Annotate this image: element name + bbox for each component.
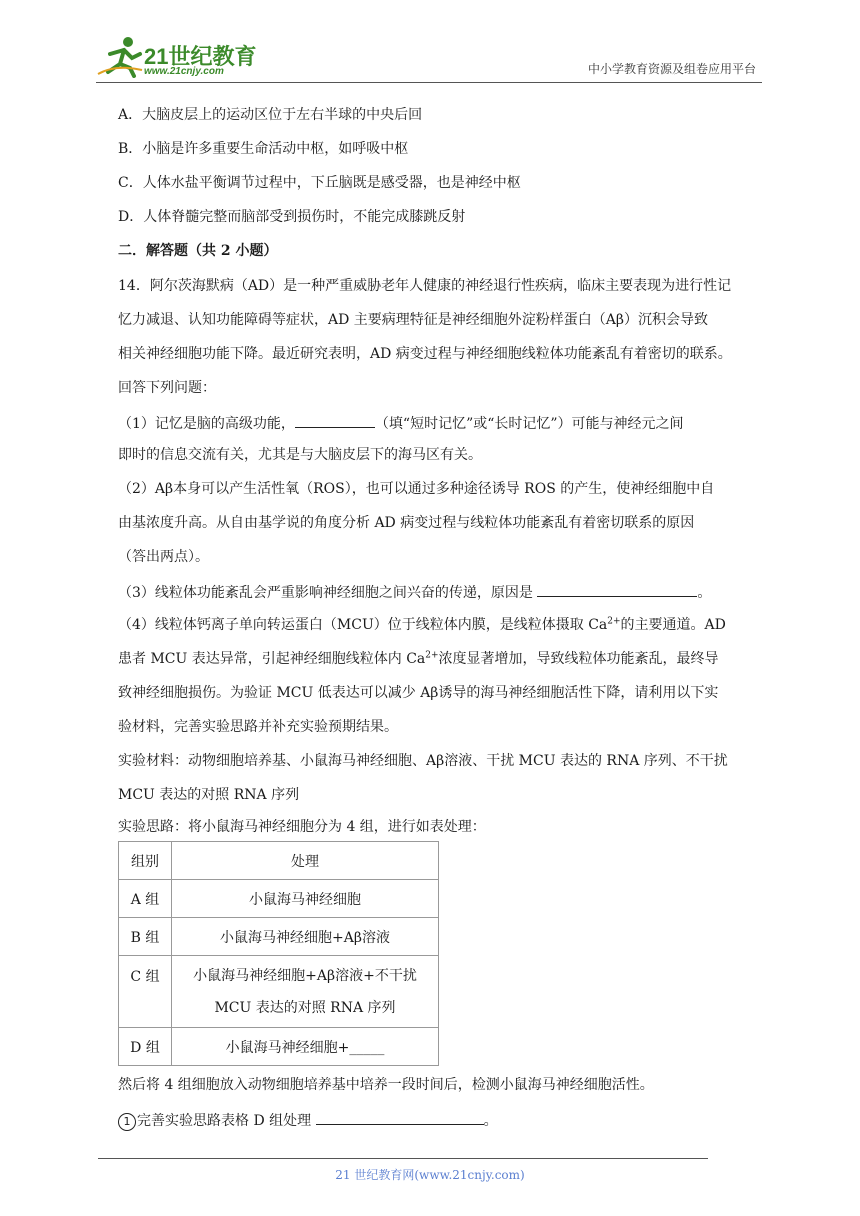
materials-line2: MCU 表达的对照 RNA 序列 [118, 787, 300, 803]
platform-name: 中小学教育资源及组卷应用平台 [587, 62, 756, 76]
q14-part4-line3: 致神经细胞损伤。为验证 MCU 低表达可以减少 Aβ诱导的海马神经细胞活性下降，请利用以下实 [118, 685, 719, 701]
table-row [119, 956, 439, 1028]
q14-line-1: 14．阿尔茨海默病（AD）是一种严重威胁老年人健康的神经退行性疾病，临床主要表现为进行性记 [118, 278, 732, 294]
q14-part2-line1: （2）Aβ本身可以产生活性氧（ROS），也可以通过多种途径诱导 ROS 的产生，使神经细胞中自 [118, 481, 715, 497]
q14-part3-line [118, 582, 711, 602]
materials-line1: 实验材料：动物细胞培养基、小鼠海马神经细胞、Aβ溶液、干扰 MCU 表达的 RNA 序列、不干扰 [118, 753, 728, 769]
q14-part2-line2: 由基浓度升高。从自由基学说的角度分析 AD 病变过程与线粒体功能紊乱有着密切联系的原因 [118, 515, 695, 531]
option-c: C．人体水盐平衡调节过程中，下丘脑既是感受器，也是神经中枢 [118, 175, 521, 191]
sub1-text: 完善实验思路表格 D 组处理 [137, 1113, 316, 1129]
circled-number: 1 [118, 1113, 136, 1131]
q14-part4-l2-b: 浓度显著增加，导致线粒体功能紊乱，最终导 [438, 651, 719, 667]
thinking-line: 实验思路：将小鼠海马神经细胞分为 4 组，进行如表处理： [118, 819, 486, 835]
q14-part1-line2: 即时的信息交流有关，尤其是与大脑皮层下的海马区有关。 [118, 447, 482, 463]
q14-line-3: 相关神经细胞功能下降。最近研究表明，AD 病变过程与神经细胞线粒体功能紊乱有着密切的联系。 [118, 346, 732, 362]
table-header-treat: 处理 [172, 842, 439, 880]
footer-divider [98, 1158, 708, 1159]
q14-part1-line1 [118, 413, 684, 433]
table-cell-treat-line1: 小鼠海马神经细胞+Aβ溶液+不干扰 [193, 967, 417, 984]
sub1-blank[interactable] [316, 1110, 484, 1125]
q14-part4-l1-sup: 2+ [607, 616, 621, 627]
q14-part1-blank[interactable] [295, 413, 375, 428]
table-cell-treat: 小鼠海马神经细胞 [172, 880, 439, 918]
option-b: B．小脑是许多重要生命活动中枢，如呼吸中枢 [118, 141, 409, 157]
sub-question-1 [118, 1110, 498, 1131]
after-table-line: 然后将 4 组细胞放入动物细胞培养基中培养一段时间后，检测小鼠海马神经细胞活性。 [118, 1077, 654, 1093]
q14-line-4: 回答下列问题： [118, 380, 216, 396]
q14-part3-end: 。 [697, 585, 712, 601]
q14-line-2: 忆力减退、认知功能障碍等症状，AD 主要病理特征是神经细胞外淀粉样蛋白（Aβ）沉积会导致 [118, 312, 708, 328]
table-cell-treat: 小鼠海马神经细胞+_____ [172, 1028, 439, 1066]
table-row [119, 880, 439, 918]
q14-part4-line1 [118, 616, 726, 634]
q14-part4-l2-a: 患者 MCU 表达异常，引起神经细胞线粒体内 Ca [118, 651, 426, 667]
table-header-row [119, 842, 439, 880]
table-cell-treat-line2: MCU 表达的对照 RNA 序列 [214, 999, 396, 1016]
option-d: D．人体脊髓完整而脑部受到损伤时，不能完成膝跳反射 [118, 209, 466, 225]
section-title: 二．解答题（共 2 小题） [118, 243, 278, 259]
table-header-group: 组别 [119, 842, 172, 880]
table-cell-group: A 组 [119, 880, 172, 918]
q14-part3-text: （3）线粒体功能紊乱会严重影响神经细胞之间兴奋的传递，原因是 [118, 585, 538, 601]
table-cell-group: D 组 [119, 1028, 172, 1066]
table-cell-group: C 组 [119, 956, 172, 1028]
option-a: A．大脑皮层上的运动区位于左右半球的中央后回 [118, 107, 423, 123]
runner-logo-icon [96, 34, 146, 78]
table-row [119, 918, 439, 956]
q14-part4-line2 [118, 650, 719, 668]
table-cell-group: B 组 [119, 918, 172, 956]
q14-part4-line4: 验材料，完善实验思路并补充实验预期结果。 [118, 719, 398, 735]
treatment-table [118, 841, 439, 1066]
q14-part4-l1-b: 的主要通道。AD [620, 617, 726, 633]
table-cell-treat: 小鼠海马神经细胞+Aβ溶液 [172, 918, 439, 956]
logo-text: 21世纪教育 [144, 44, 257, 69]
logo-url: www.21cnjy.com [144, 66, 224, 77]
site-logo [96, 34, 266, 80]
q14-part2-line3: （答出两点）。 [118, 549, 209, 565]
q14-part1-text-b: （填“短时记忆”或“长时记忆”）可能与神经元之间 [374, 416, 684, 432]
page-header [96, 30, 762, 83]
table-cell-treat [172, 956, 439, 1028]
q14-part4-l2-sup: 2+ [425, 650, 439, 661]
q14-part1-text-a: （1）记忆是脑的高级功能， [118, 416, 295, 432]
table-row [119, 1028, 439, 1066]
page-footer: 21 世纪教育网(www.21cnjy.com) [335, 1168, 525, 1182]
sub1-end: 。 [483, 1113, 498, 1129]
q14-part3-blank[interactable] [537, 582, 697, 597]
q14-part4-l1-a: （4）线粒体钙离子单向转运蛋白（MCU）位于线粒体内膜，是线粒体摄取 Ca [118, 617, 608, 633]
